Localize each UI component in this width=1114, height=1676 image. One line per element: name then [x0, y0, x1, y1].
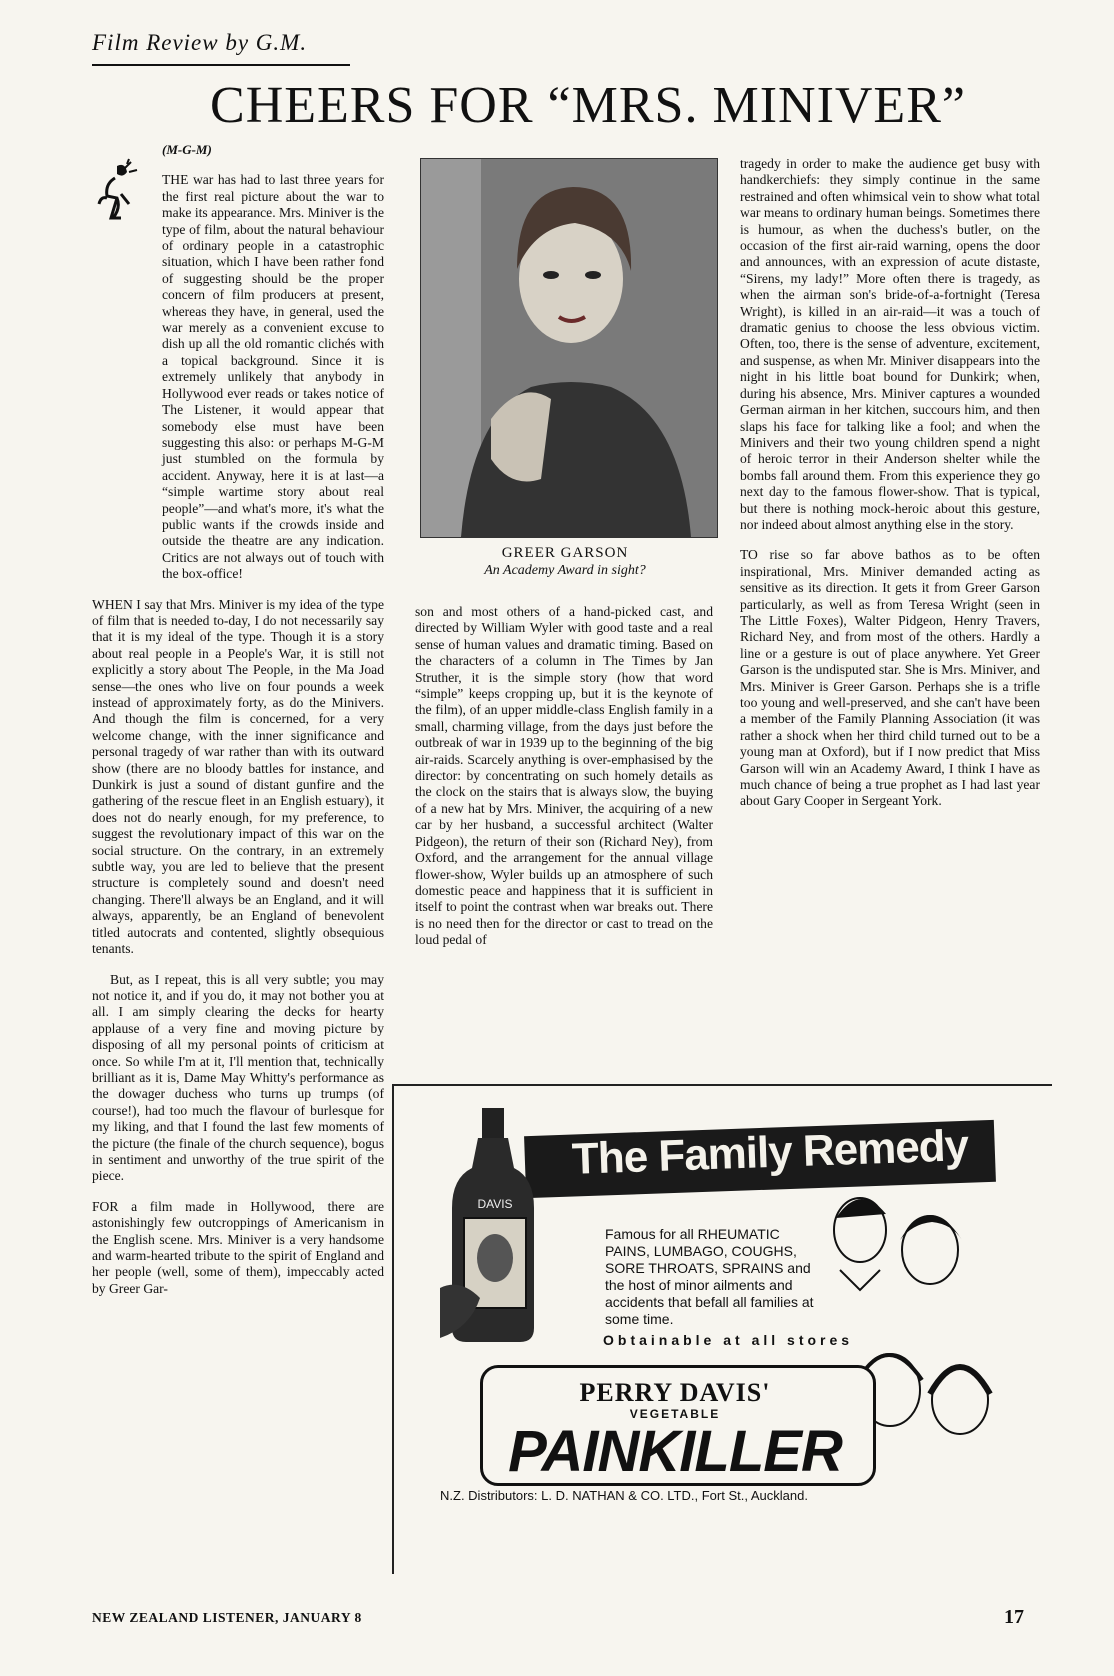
paragraph-to-rise: TO rise so far above bathos as to be often inspirational, Mrs. Miniver demanded acting as sensitive as its direction. It gets it from Greer Garson particularly, as well as from Teresa Wright (seen in The Little Foxes), Walter Pidgeon, Henry Travers, Richard Ney, and from most of the others. Hardly a line or a gesture is out of place anywhere. Yet Greer Garson is the undisputed star. She is Mrs. Miniver, and Mrs. Miniver is Greer Garson. Perhaps she is a trifle too young and well-preserved, and she can't have been a member of the Family Planning Association (it was rather a shock when her third child turned out to be a young man at Oxford), but if I now predict that Miss Garson will win an Academy Award, I think I have as much chance of being a true prophet as I had last year about Gary Cooper in Sergeant York. — [740, 547, 1040, 809]
medicine-bottle-icon — [440, 1108, 550, 1348]
page-number: 17 — [1004, 1606, 1024, 1628]
advert-brand: PERRY DAVIS' — [579, 1378, 771, 1407]
column-1 — [92, 142, 384, 1297]
advert-stores: Obtainable at all stores — [603, 1332, 854, 1348]
advert-distributor: N.Z. Distributors: L. D. NATHAN & CO. LTD., Fort St., Auckland. — [440, 1488, 808, 1503]
paragraph-tragedy: tragedy in order to make the audience get busy with handkerchiefs: they simply continue in the same restrained and often whimsical vein to show what total war means to ordinary human beings. Sometimes there is humour, as when the duchess's butler, on the occasion of the first air-raid warning, opens the door and announces, with an expression of acute distaste, “Sirens, my lady!” More often there is tragedy, as when the airman son's bride-of-a-fortnight (Teresa Wright), is killed in an air-raid—it was a touch of dramatic genius to choose the less obvious victim. Often, too, there is the sense of adventure, excitement, and suspense, as when Mr. Miniver disappears into the night in his little boat bound for Dunkirk; when, during his absence, Mrs. Miniver captures a wounded German airman in her kitchen, succours him, and then slaps his face for talking like a fool; and when the Minivers and their two young children spend a night of heroic terror in their Anderson shelter while the bombs fall around them. From this experience they go next day to the famous flower-show. That is typical, but there is nothing mock-heroic about this gesture, nor indeed about almost anything else in the story. — [740, 156, 1040, 532]
advert-product: PAINKILLER — [508, 1419, 842, 1484]
headline: CHEERS FOR “MRS. MINIVER” — [210, 77, 966, 134]
advert-subbrand: VEGETABLE — [629, 1407, 721, 1421]
publication-footer: NEW ZEALAND LISTENER, JANUARY 8 — [92, 1610, 362, 1625]
kicker-rule — [92, 64, 350, 66]
kicker: Film Review by G.M. — [92, 30, 308, 55]
column-3 — [740, 156, 1040, 810]
advert-title: The Family Remedy — [571, 1121, 969, 1184]
bottle-label: DAVIS — [477, 1197, 513, 1211]
portrait-illustration — [421, 159, 717, 537]
paragraph-intro: THE war has had to last three years for the first real picture about the war to make its appearance. Mrs. Miniver is the type of film, about the natural behaviour of ordinary people in a catastrophic situation, which I have been rather fond of suggesting should be the proper concern of film producers at present, whereas they have, in general, used the war merely as a convenient excuse to dish up all the old romantic clichés with a topical background. Since it is extremely unlikely that anybody in Hollywood ever reads or takes notice of The Listener, it would appear that somebody else must have been suggesting this also: or perhaps M-G-M just stumbled on the formula by accident. Anyway, here it is at last—a “simple wartime story about real people”—and what's more, it's what the public wants if the crowds inside and outside the theatre are any indication. Critics are not always out of touch with the box-office! — [162, 172, 384, 582]
photo-caption-text: An Academy Award in sight? — [484, 563, 646, 578]
studio-label: (M-G-M) — [162, 142, 212, 157]
advert-vertical-rule — [392, 1084, 394, 1574]
greer-garson-photo — [420, 158, 718, 538]
photo-caption-name: GREER GARSON — [501, 545, 629, 561]
paragraph-but: But, as I repeat, this is all very subtle; you may not notice it, and if you do, it may not bother you at all. I am simply clearing the decks for hearty applause of a very fine and moving picture by disposing of all my personal points of criticism at once. So while I'm at it, I'll mention that, technically brilliant as it is, Dame May Whitty's performance as the dowager duchess who turns up trumps (of course!), had too much the flavour of burlesque for my liking, and that I found the last few moments of the picture (the finale of the church sequence), bogus in sentiment and unworthy of the true spirit of the piece. — [92, 971, 384, 1184]
paragraph-when: WHEN I say that Mrs. Miniver is my idea of the type of film that is needed to-day, I do not necessarily say that it is my ideal of the type. Though it is a story about real people in a People's War, it is still not explicitly a story about The People, in the Ma Joad sense—the ones who live on four pounds a week instead of approximately forty, as do the Minivers. And though the film is concerned, for a very welcome change, with the inner significance and personal tragedy of war rather than with its outward show (there are no bloody battles for instance, and Dunkirk is just a sound of distant gunfire and the gathering of the rescue fleet in an English estuary), it does not do nearly enough, for my preference, to suggest the revolutionary impact of this war on the social structure. On the contrary, in an extremely subtle way, you are led to believe that the present structure is completely sound and doesn't need changing. There'll always be an England, and it will always, apparently, be an England of benevolent titled autocrats and contented, slightly obsequious tenants. — [92, 596, 384, 957]
advert-body: Famous for all RHEUMATIC PAINS, LUMBAGO, COUGHS, SORE THROATS, SPRAINS and the host of minor ailments and accidents that befall all families at some time. — [605, 1226, 814, 1327]
paragraph-for: FOR a film made in Hollywood, there are astonishingly few outcroppings of Americanism in the English scene. Mrs. Miniver is a very handsome and warm-hearted tribute to the spirit of England and her people (well, some of them), impeccably acted by Greer Gar- — [92, 1198, 384, 1296]
paragraph-cast: son and most others of a hand-picked cast, and directed by William Wyler with good taste and a real sense of human values and dramatic timing. Based on the characters of a column in The Times by Jan Struther, it is the simple story (how that word “simple” keeps cropping up, but it is the keynote of the film), of an upper middle-class English family in a small, charming village, from the days just before the outbreak of war in 1939 up to the beginning of the big air-raids. Scarcely anything is over-emphasised by the director: by concentrating on such homely details as the clock on the stairs that is always slow, the buying of a new hat by Mrs. Miniver, the acquiring of a new car by her husband, a successful architect (Walter Pidgeon), the return of their son (Richard Ney), from Oxford, and the arrangement for the annual village flower-show, Wyler builds up an atmosphere of such domestic peace and happiness that it is sufficient in itself to point the contrast when war breaks out. There is no need then for the director or cast to tread on the loud pedal of — [415, 604, 713, 948]
column-2 — [415, 604, 713, 949]
advert-horizontal-rule — [392, 1084, 1052, 1086]
